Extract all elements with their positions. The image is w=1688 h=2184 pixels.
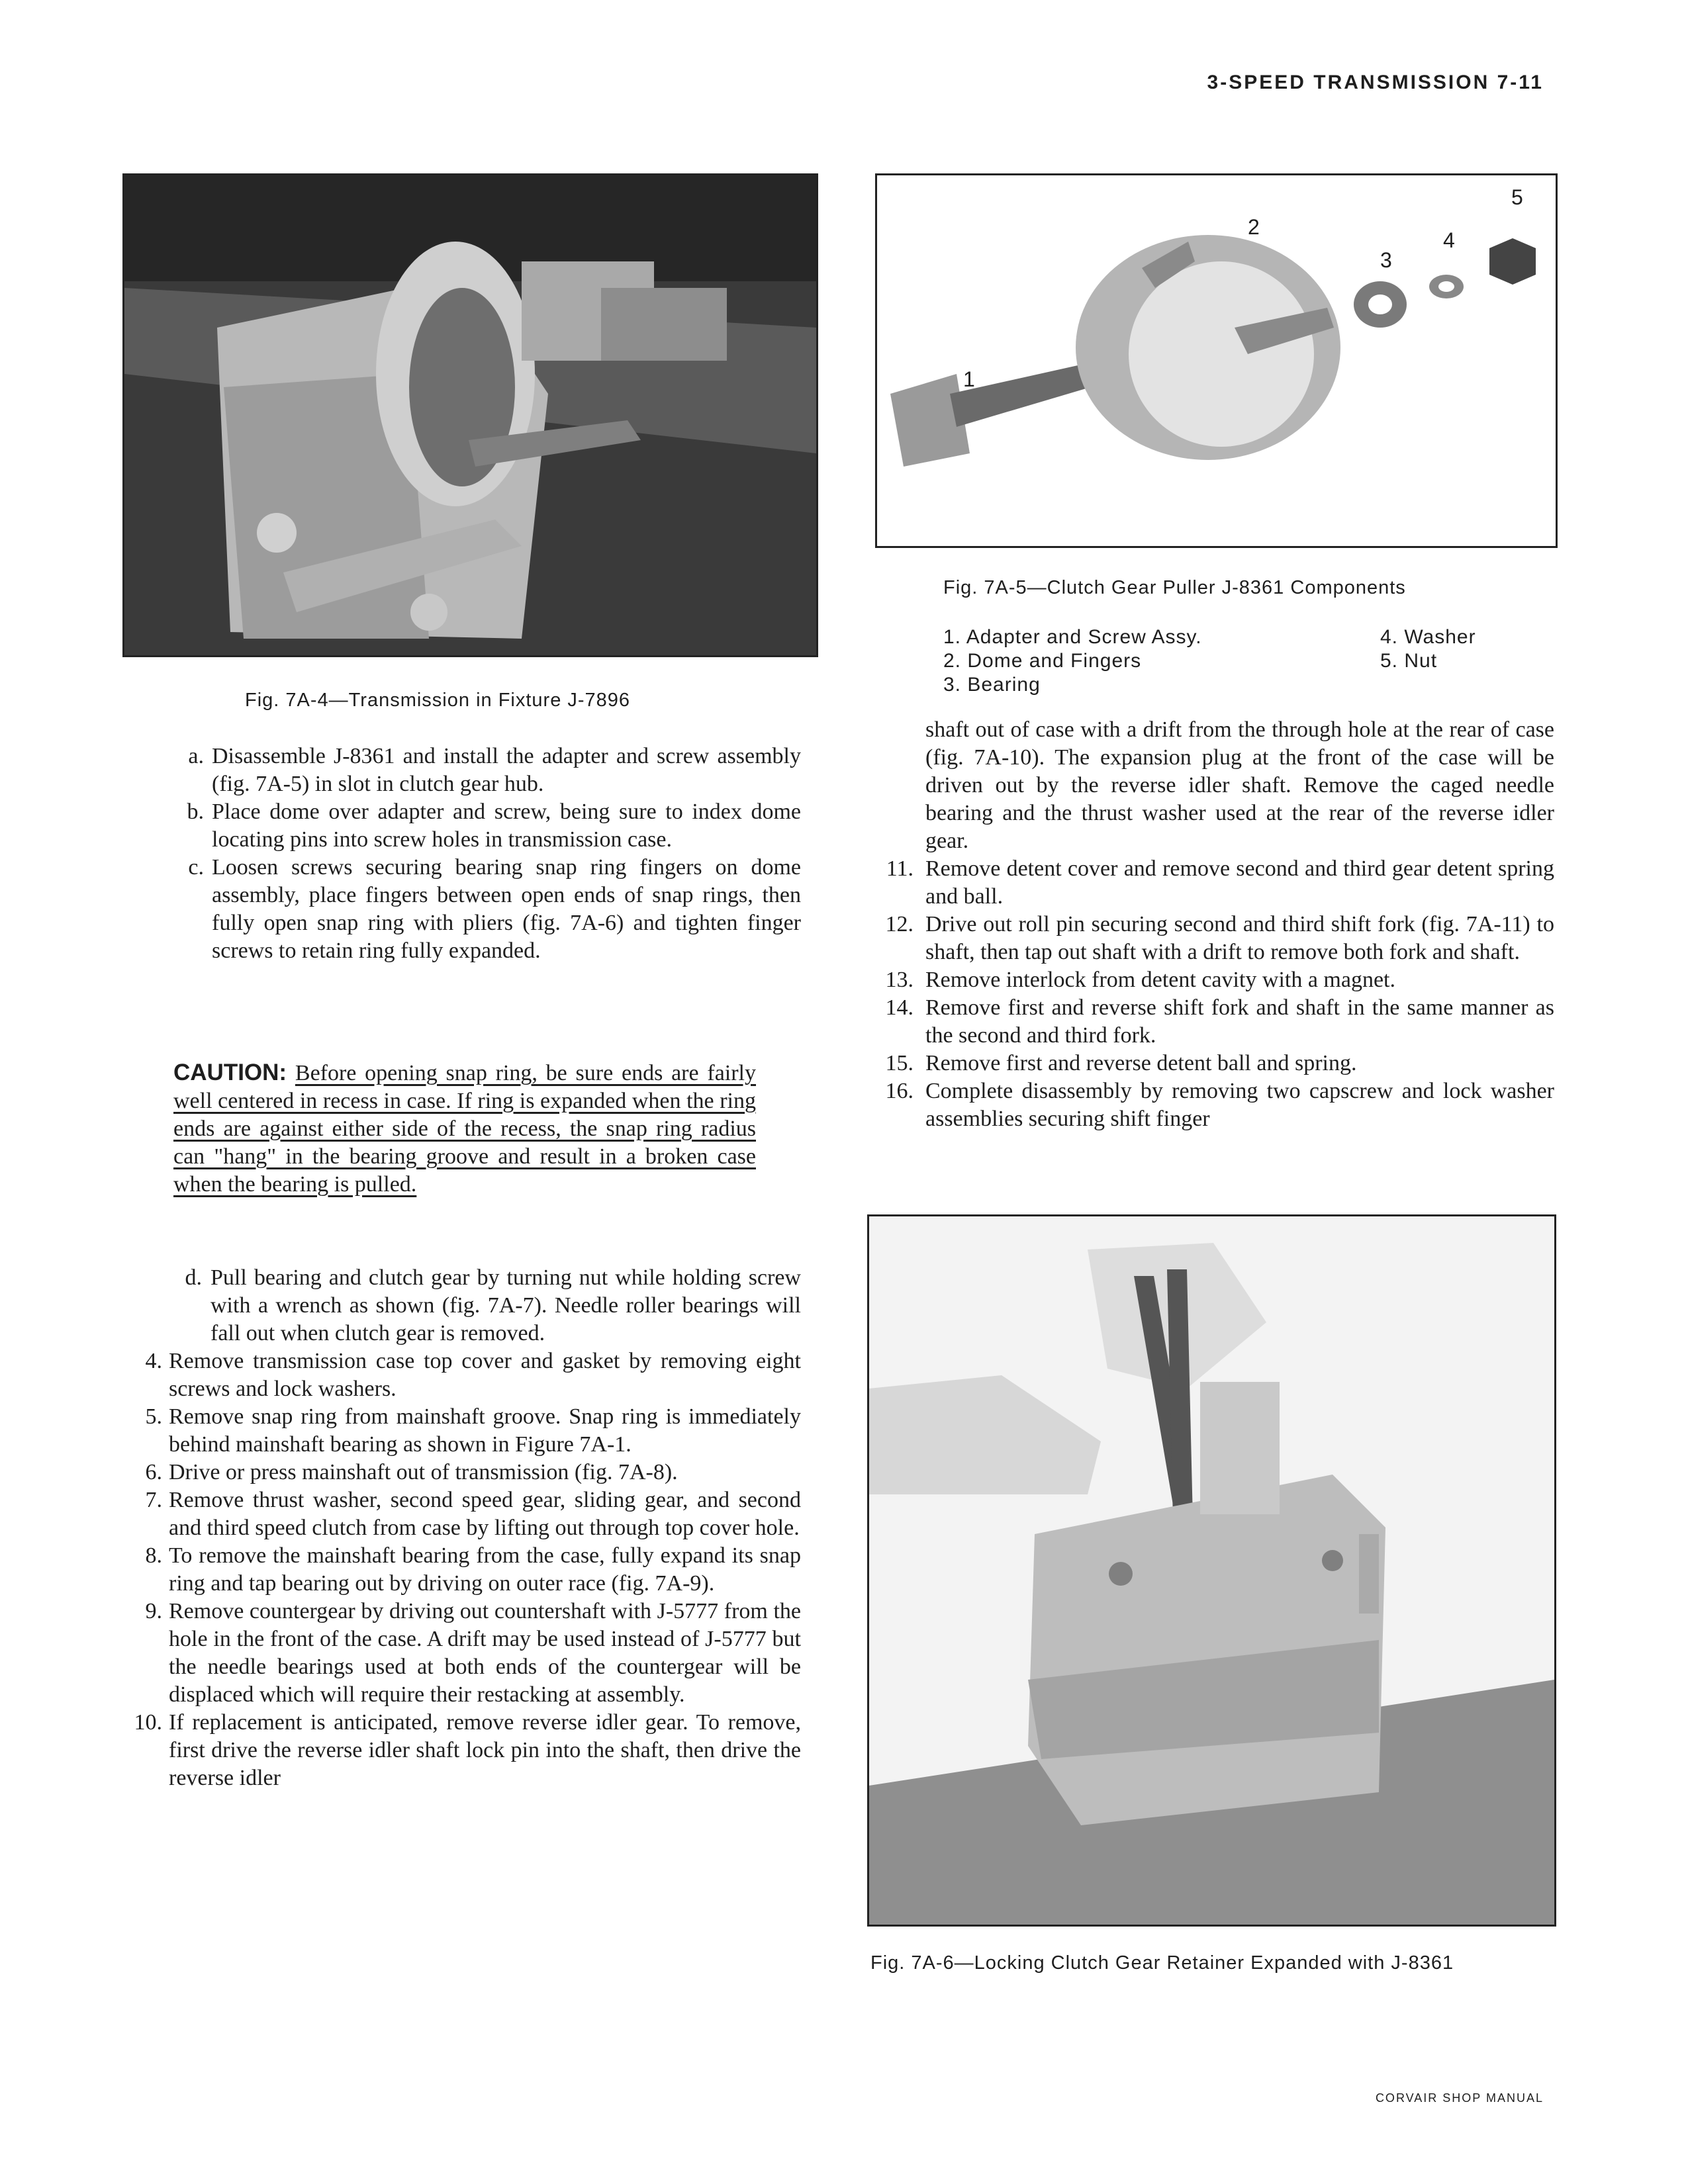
left-column-steps-a-c — [187, 743, 801, 965]
step-16 — [885, 1077, 1554, 1133]
step-number: d. — [185, 1265, 202, 1290]
figure-7a-5-caption: Fig. 7A-5—Clutch Gear Puller J-8361 Components — [943, 577, 1406, 598]
step-text: Drive out roll pin securing second and third shift fork (fig. 7A-11) to shaft, then tap out shaft with a drift to remove both fork and shaft. — [925, 912, 1554, 964]
step-10 — [134, 1709, 801, 1792]
step-number: 5. — [145, 1404, 162, 1429]
step-12 — [885, 911, 1554, 966]
legend-item-4: 4. Washer — [1380, 626, 1476, 648]
step-text: Complete disassembly by removing two capscrew and lock washer assemblies securing shift finger — [925, 1079, 1554, 1131]
page-footer: CORVAIR SHOP MANUAL — [1375, 2091, 1544, 2105]
callout-label-1: 1 — [963, 367, 975, 391]
step-number: 14. — [885, 995, 914, 1020]
callout-label-5: 5 — [1511, 185, 1523, 209]
figure-7a-6-photo — [867, 1214, 1556, 1927]
step-number: 4. — [145, 1349, 162, 1373]
figure-7a-6-caption: Fig. 7A-6—Locking Clutch Gear Retainer Expanded with J-8361 — [870, 1952, 1454, 1974]
step-8 — [145, 1542, 801, 1598]
callout-label-4: 4 — [1443, 228, 1455, 252]
step-text: Drive or press mainshaft out of transmission (fig. 7A-8). — [169, 1460, 678, 1484]
step-text: Remove countergear by driving out countershaft with J-5777 from the hole in the front of the case. A drift may be used instead of J-5777 but the needle bearings used at both ends of the countergear will be displaced which will require their restacking at assembly. — [169, 1599, 801, 1707]
step-number: 15. — [885, 1051, 914, 1075]
figure-7a-5-legend — [943, 625, 1493, 697]
step-d — [169, 1264, 801, 1347]
right-column-steps — [885, 716, 1554, 1133]
step-number: b. — [187, 799, 204, 824]
step-number: a. — [188, 744, 204, 768]
step-9 — [145, 1598, 801, 1709]
caution-note — [173, 1059, 756, 1199]
step-number: 6. — [145, 1460, 162, 1484]
step-text: Place dome over adapter and screw, being sure to index dome locating pins into screw holes in transmission case. — [212, 799, 801, 852]
step-c — [188, 854, 801, 965]
step-11 — [886, 855, 1554, 911]
step-text: Remove detent cover and remove second and third gear detent spring and ball. — [925, 856, 1554, 909]
step-text: Remove first and reverse shift fork and shaft in the same manner as the second and third fork. — [925, 995, 1554, 1048]
page-header: 3-SPEED TRANSMISSION 7-11 — [1207, 71, 1544, 93]
legend-item-1: 1. Adapter and Screw Assy. — [943, 626, 1202, 648]
step-number: 8. — [145, 1543, 162, 1568]
step-text: Remove interlock from detent cavity with a magnet. — [925, 968, 1395, 992]
step-4 — [145, 1347, 801, 1403]
caution-text: Before opening snap ring, be sure ends are fairly well centered in recess in case. If ring is expanded when the ring ends are against either side of the recess, the snap ring radius can "hang" in the bearing groove and result in a broken case when the bearing is pulled. — [173, 1061, 757, 1197]
step-15 — [885, 1050, 1554, 1077]
left-column-steps-d-10 — [134, 1264, 801, 1792]
step-7 — [145, 1486, 801, 1542]
step-14 — [885, 994, 1554, 1050]
legend-item-3: 3. Bearing — [943, 674, 1041, 696]
step-text: Pull bearing and clutch gear by turning nut while holding screw with a wrench as shown (fig. 7A-7). Needle roller bearings will fall out when clutch gear is removed. — [211, 1265, 801, 1345]
step-text: Remove first and reverse detent ball and spring. — [925, 1051, 1357, 1075]
step-text: If replacement is anticipated, remove reverse idler gear. To remove, first drive the reverse idler shaft lock pin into the shaft, then drive the reverse idler — [169, 1710, 801, 1790]
step-text: Remove snap ring from mainshaft groove. Snap ring is immediately behind mainshaft bearing as shown in Figure 7A-1. — [169, 1404, 801, 1457]
caution-label: CAUTION: — [173, 1060, 287, 1085]
step-text: To remove the mainshaft bearing from the case, fully expand its snap ring and tap bearing out by driving on outer race (fig. 7A-9). — [169, 1543, 801, 1596]
step-number: 10. — [134, 1710, 162, 1735]
step-text: Disassemble J-8361 and install the adapter and screw assembly (fig. 7A-5) in slot in clutch gear hub. — [212, 744, 801, 796]
step-number: c. — [188, 855, 204, 880]
step-6 — [145, 1459, 801, 1486]
figure-7a-5-photo — [875, 173, 1558, 548]
figure-7a-4-photo — [122, 173, 818, 657]
step-number: 9. — [145, 1599, 162, 1623]
step-number: 7. — [145, 1488, 162, 1512]
legend-item-2: 2. Dome and Fingers — [943, 650, 1142, 672]
step-a — [188, 743, 801, 798]
figure-7a-4-caption: Fig. 7A-4—Transmission in Fixture J-7896 — [245, 690, 631, 711]
callout-label-2: 2 — [1248, 215, 1260, 239]
step-13 — [885, 966, 1554, 994]
legend-item-5: 5. Nut — [1380, 650, 1438, 672]
step-10-continuation: shaft out of case with a drift from the through hole at the rear of case (fig. 7A-10). The expansion plug at the front of the case will be driven out by the reverse idler shaft. Remove the caged needle bearing and the thrust washer used at the rear of the reverse idler gear. — [925, 717, 1554, 853]
step-number: 16. — [885, 1079, 914, 1103]
step-text: Remove thrust washer, second speed gear, sliding gear, and second and third speed clutch from case by lifting out through top cover hole. — [169, 1488, 801, 1540]
step-number: 12. — [885, 912, 914, 936]
step-text: Loosen screws securing bearing snap ring fingers on dome assembly, place fingers between open ends of snap rings, then fully open snap ring with pliers (fig. 7A-6) and tighten finger screws to retain ring fully expanded. — [212, 855, 801, 963]
step-5 — [145, 1403, 801, 1459]
step-number: 13. — [885, 968, 914, 992]
step-text: Remove transmission case top cover and gasket by removing eight screws and lock washers. — [169, 1349, 801, 1401]
callout-label-3: 3 — [1380, 248, 1392, 272]
step-number: 11. — [886, 856, 914, 881]
step-b — [187, 798, 801, 854]
